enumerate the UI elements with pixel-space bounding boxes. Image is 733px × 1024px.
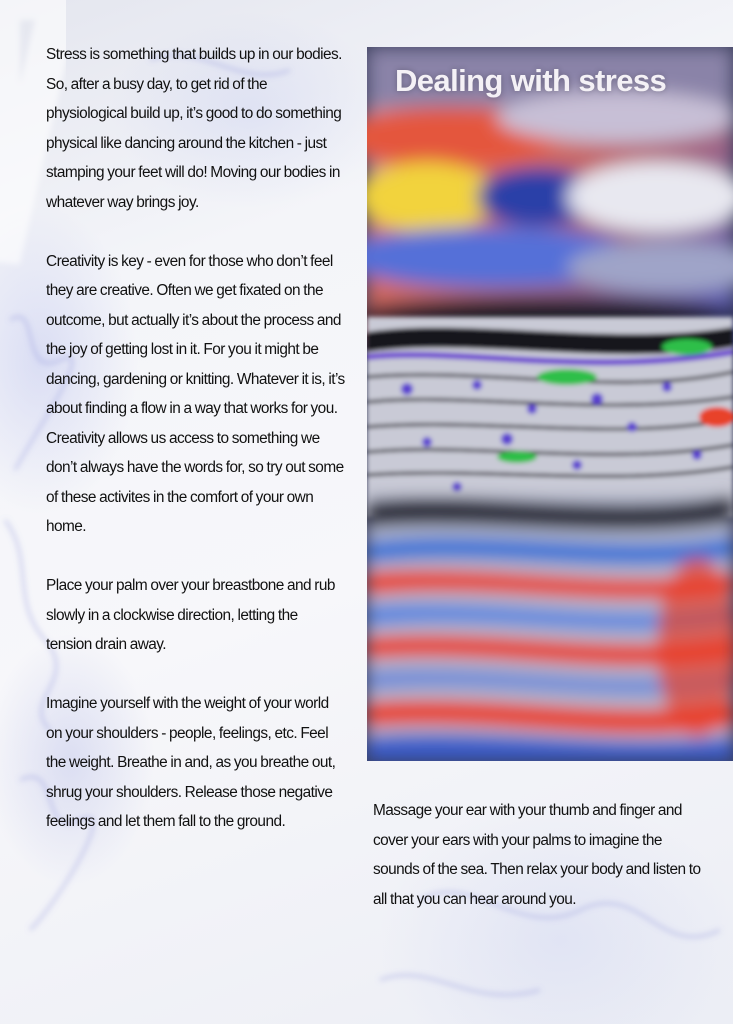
- painting-image: [367, 47, 733, 761]
- paragraph-palm-breastbone: Place your palm over your breastbone and rub slowly in a clockwise direction, letting the tension drain away.: [46, 577, 335, 653]
- paragraph-ear-massage: Massage your ear with your thumb and finger and cover your ears with your palms to imagine the sounds of the sea. Then relax your body and listen to all that you can hear around you.: [373, 802, 701, 908]
- page-title: Dealing with stress: [395, 63, 667, 98]
- paragraph-shoulders: Imagine yourself with the weight of your world on your shoulders - people, feelings, etc. Feel the weight. Breathe in and, as you breathe out, shrug your shoulders. Release those negative feelings and let them fall to the ground.: [46, 695, 336, 830]
- left-text-column: [46, 40, 346, 866]
- paragraph-stress: Stress is something that builds up in our bodies. So, after a busy day, to get rid of the physiological build up, it’s good to do something physical like dancing around the kitchen - just stamping your feet will do! Moving our bodies in whatever way brings joy.: [46, 46, 342, 211]
- paragraph-creativity: Creativity is key - even for those who don’t feel they are creative. Often we get fixated on the outcome, but actually it’s about the process and the joy of getting lost in it. For you it might be dancing, gardening or knitting. Whatever it is, it’s about finding a flow in a way that works for you. Creativity allows us access to something we don’t always have the words for, so try out some of these activites in the comfort of your own home.: [46, 252, 345, 535]
- abstract-painting-photo: [367, 47, 733, 761]
